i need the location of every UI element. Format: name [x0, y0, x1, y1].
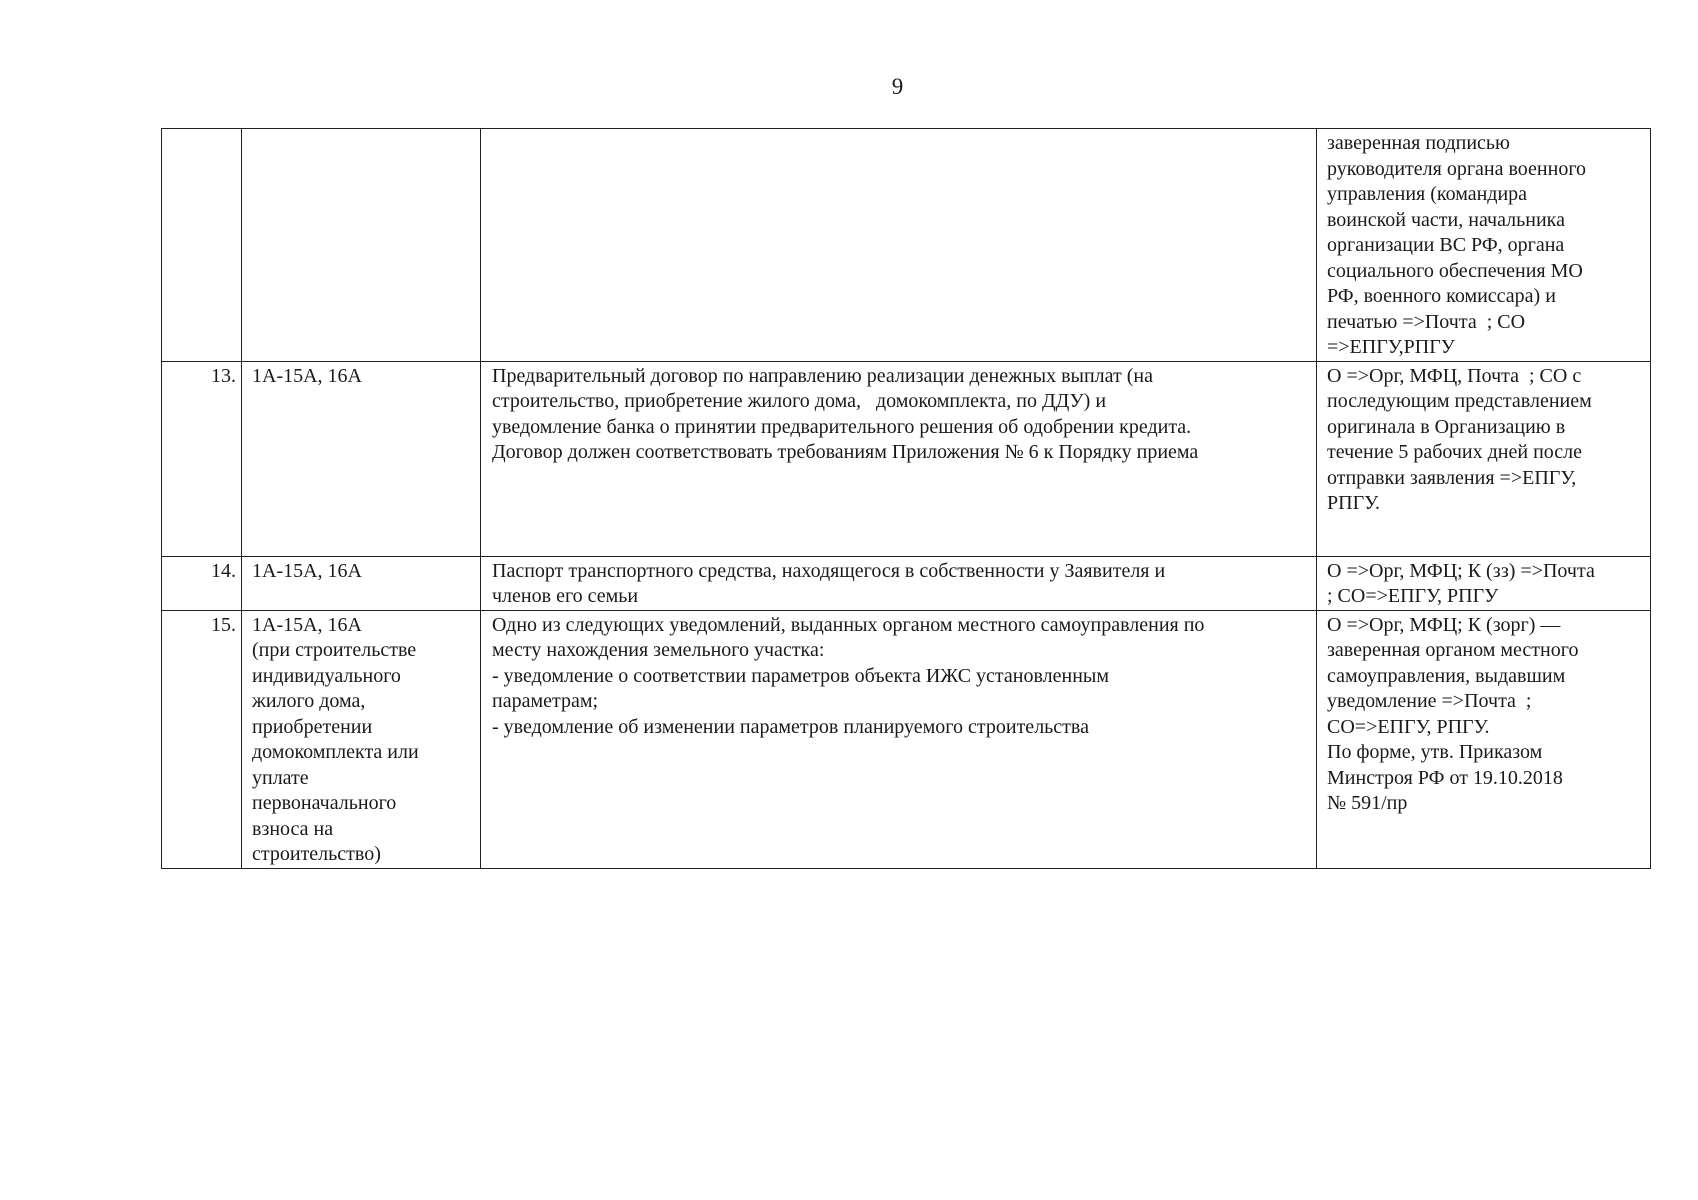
- cell-text-line: (при строительстве: [252, 639, 417, 661]
- cell-text-line: О =>Орг, МФЦ; К (зз) =>Почта: [1327, 559, 1595, 582]
- cell-text-line: Предварительный договор по направлению реализации денежных выплат (на: [492, 364, 1153, 387]
- cell-text-line: оригинала в Организацию в: [1327, 415, 1566, 438]
- page-number: 9: [891, 74, 904, 99]
- cell-text-line: руководителя органа военного: [1327, 157, 1587, 180]
- cell-text-line: приобретении: [252, 715, 373, 738]
- cell-text-line: строительство, приобретение жилого дома, домокомплекта, по ДДУ) и: [492, 390, 1107, 412]
- row-number: 13.: [211, 364, 236, 387]
- row-number-cell: [162, 610, 242, 868]
- cell-text-line: строительство): [252, 843, 381, 865]
- cell-text-line: =>ЕПГУ,РПГУ: [1327, 336, 1455, 358]
- table-row: [162, 556, 1651, 610]
- cell-text-line: Одно из следующих уведомлений, выданных органом местного самоуправления по: [492, 613, 1205, 636]
- cell-text-line: уплате: [252, 766, 309, 789]
- cell-text-line: По форме, утв. Приказом: [1327, 741, 1543, 763]
- cell-text-line: Договор должен соответствовать требованиям Приложения № 6 к Порядку приема: [492, 441, 1199, 463]
- cell-text-line: 1А-15А, 16А: [252, 613, 362, 636]
- cell-text-line: параметрам;: [492, 690, 599, 712]
- document-description-cell: [481, 129, 1317, 362]
- cell-text-line: индивидуального: [252, 664, 401, 687]
- cell-text-line: Минстроя РФ от 19.10.2018: [1327, 766, 1563, 789]
- cell-text-line: уведомление =>Почта ;: [1327, 690, 1532, 712]
- cell-text-line: О =>Орг, МФЦ; К (зорг) —: [1327, 613, 1561, 636]
- cell-text-line: членов его семьи: [492, 585, 639, 607]
- row-number-cell: [162, 129, 242, 362]
- document-description-cell: [481, 361, 1317, 556]
- table-row: [162, 610, 1651, 868]
- cell-text-line: печатью =>Почта ; СО: [1327, 310, 1526, 333]
- cell-text-line: № 591/пр: [1327, 792, 1408, 814]
- cell-text-line: заверенная органом местного: [1327, 639, 1579, 661]
- cell-text-line: первоначального: [252, 792, 397, 814]
- document-description-cell: [481, 556, 1317, 610]
- cell-text-line: СО=>ЕПГУ, РПГУ.: [1327, 715, 1490, 738]
- table-row: [162, 129, 1651, 362]
- cell-text-line: воинской части, начальника: [1327, 208, 1565, 231]
- row-number: 15.: [211, 613, 236, 636]
- cell-text-line: Паспорт транспортного средства, находящегося в собственности у Заявителя и: [492, 559, 1166, 582]
- cell-text-line: О =>Орг, МФЦ, Почта ; СО с: [1327, 364, 1582, 387]
- cell-text-line: 1А-15А, 16А: [252, 364, 362, 387]
- cell-text-line: управления (командира: [1327, 183, 1528, 205]
- cell-text-line: домокомплекта или: [252, 741, 419, 763]
- row-number: 14.: [211, 559, 236, 582]
- cell-text-line: 1А-15А, 16А: [252, 559, 362, 582]
- cell-text-line: самоуправления, выдавшим: [1327, 664, 1566, 687]
- documents-table: [161, 128, 1651, 869]
- row-number-cell: [162, 361, 242, 556]
- row-number-cell: [162, 556, 242, 610]
- cell-text-line: - уведомление о соответствии параметров объекта ИЖС установленным: [492, 664, 1110, 687]
- cell-text-line: РПГУ.: [1327, 492, 1381, 514]
- submission-method-cell: [1317, 610, 1651, 868]
- table-row: [162, 361, 1651, 556]
- submission-method-cell: [1317, 129, 1651, 362]
- cell-text-line: социального обеспечения МО: [1327, 259, 1583, 282]
- table-body: [162, 129, 1651, 869]
- submission-method-cell: [1317, 556, 1651, 610]
- cell-text-line: уведомление банка о принятии предварительного решения об одобрении кредита.: [492, 415, 1192, 438]
- cell-text-line: месту нахождения земельного участка:: [492, 639, 825, 661]
- applicant-category-cell: [242, 556, 481, 610]
- cell-text-line: заверенная подписью: [1327, 132, 1510, 154]
- cell-text-line: ; СО=>ЕПГУ, РПГУ: [1327, 585, 1499, 607]
- cell-text-line: организации ВС РФ, органа: [1327, 234, 1565, 256]
- submission-method-cell: [1317, 361, 1651, 556]
- applicant-category-cell: [242, 610, 481, 868]
- cell-text-line: отправки заявления =>ЕПГУ,: [1327, 466, 1577, 489]
- applicant-category-cell: [242, 361, 481, 556]
- cell-text-line: течение 5 рабочих дней после: [1327, 441, 1583, 463]
- document-description-cell: [481, 610, 1317, 868]
- cell-text-line: взноса на: [252, 817, 334, 840]
- cell-text-line: - уведомление об изменении параметров планируемого строительства: [492, 715, 1089, 738]
- cell-text-line: последующим представлением: [1327, 390, 1592, 412]
- cell-text-line: жилого дома,: [252, 690, 366, 712]
- cell-text-line: РФ, военного комиссара) и: [1327, 285, 1556, 307]
- applicant-category-cell: [242, 129, 481, 362]
